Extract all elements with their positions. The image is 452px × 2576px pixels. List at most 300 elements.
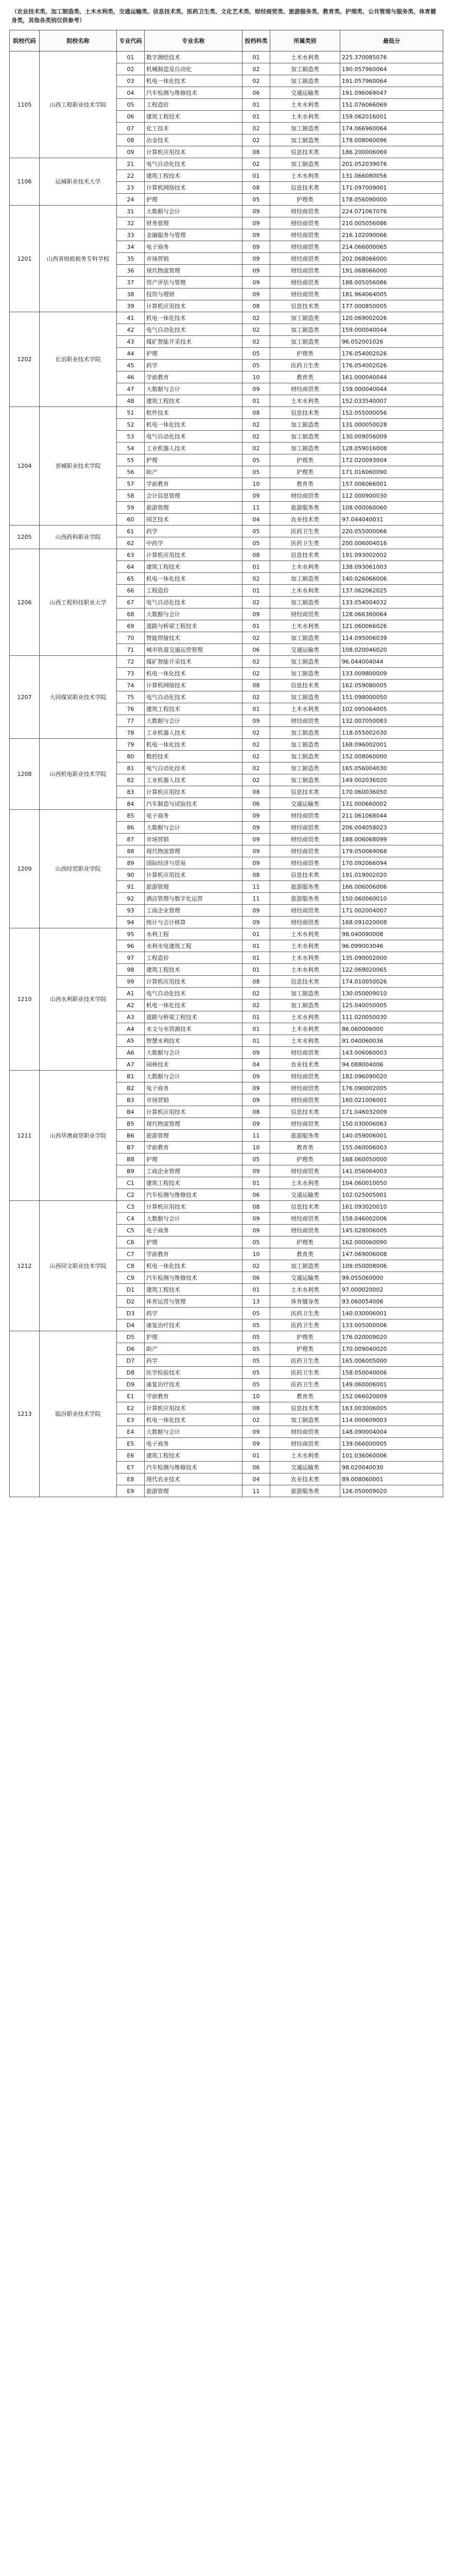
min-score-cell: 130.050009010: [340, 988, 443, 999]
header-school-name: 院校名称: [40, 30, 117, 52]
min-score-cell: 133.009800009: [340, 668, 443, 680]
subject-type-cell: 09: [242, 217, 270, 229]
subject-type-cell: 01: [242, 940, 270, 952]
admission-score-table: [9, 30, 443, 1497]
subject-type-cell: 08: [242, 976, 270, 988]
major-name-cell: 药学: [145, 1355, 242, 1367]
major-code-cell: 51: [117, 407, 145, 419]
min-score-cell: 98.040090008: [340, 928, 443, 940]
table-row: [10, 739, 443, 751]
category-cell: 加工制造类: [270, 751, 340, 762]
category-cell: 土木水利类: [270, 170, 340, 182]
major-name-cell: 护理: [145, 194, 242, 206]
subject-type-cell: 09: [242, 1165, 270, 1177]
major-code-cell: 05: [117, 99, 145, 111]
major-code-cell: 85: [117, 810, 145, 822]
subject-type-cell: 02: [242, 597, 270, 608]
subject-type-cell: 09: [242, 810, 270, 822]
major-name-cell: 大数据与会计: [145, 206, 242, 217]
major-name-cell: 机电一体化技术: [145, 739, 242, 751]
major-code-cell: 02: [117, 63, 145, 75]
subject-type-cell: 09: [242, 1094, 270, 1106]
major-code-cell: 21: [117, 158, 145, 170]
subject-type-cell: 04: [242, 1059, 270, 1071]
major-code-cell: E8: [117, 1473, 145, 1485]
table-row: [10, 928, 443, 940]
school-name-cell: 山西经贸职业学院: [40, 810, 117, 928]
subject-type-cell: 01: [242, 170, 270, 182]
major-code-cell: 54: [117, 443, 145, 454]
major-code-cell: A5: [117, 1035, 145, 1047]
school-name-cell: 运城职业技术大学: [40, 158, 117, 206]
subject-type-cell: 08: [242, 182, 270, 194]
min-score-cell: 141.056064003: [340, 1165, 443, 1177]
min-score-cell: 162.000060090: [340, 1236, 443, 1248]
major-name-cell: 机电一体化技术: [145, 668, 242, 680]
major-code-cell: 03: [117, 75, 145, 87]
major-name-cell: 汽车制造与试验技术: [145, 798, 242, 810]
category-cell: 加工制造类: [270, 668, 340, 680]
header-major-code: 专业代码: [117, 30, 145, 52]
major-code-cell: 04: [117, 87, 145, 99]
min-score-cell: 145.028006005: [340, 1225, 443, 1236]
min-score-cell: 96.052001026: [340, 336, 443, 348]
subject-type-cell: 10: [242, 478, 270, 490]
min-score-cell: 168.091020008: [340, 917, 443, 928]
major-name-cell: 数控技术: [145, 751, 242, 762]
major-name-cell: 酒店管理与数字化运营: [145, 893, 242, 905]
subject-type-cell: 09: [242, 241, 270, 253]
subject-type-cell: 02: [242, 123, 270, 134]
major-name-cell: 国际经济与贸易: [145, 857, 242, 869]
major-name-cell: 旅游管理: [145, 1130, 242, 1142]
min-score-cell: 176.054002026: [340, 348, 443, 360]
min-score-cell: 186.200006069: [340, 146, 443, 158]
subject-type-cell: 02: [242, 443, 270, 454]
subject-type-cell: 02: [242, 158, 270, 170]
min-score-cell: 201.052039076: [340, 158, 443, 170]
category-cell: 护理类: [270, 1236, 340, 1248]
school-code-cell: 1202: [10, 312, 40, 407]
major-name-cell: 数字测绘技术: [145, 52, 242, 63]
min-score-cell: 128.066360064: [340, 608, 443, 620]
category-cell: 财经商贸类: [270, 1047, 340, 1059]
major-name-cell: 工商企业管理: [145, 905, 242, 917]
major-code-cell: 42: [117, 324, 145, 336]
category-cell: 交通运输类: [270, 1189, 340, 1201]
major-code-cell: 67: [117, 597, 145, 608]
subject-type-cell: 02: [242, 774, 270, 786]
subject-type-cell: 05: [242, 1367, 270, 1379]
major-code-cell: 69: [117, 620, 145, 632]
subject-type-cell: 02: [242, 431, 270, 443]
min-score-cell: 190.057960064: [340, 63, 443, 75]
category-cell: 信息技术类: [270, 549, 340, 561]
major-name-cell: 工商企业管理: [145, 1165, 242, 1177]
min-score-cell: 86.060006000: [340, 1023, 443, 1035]
subject-type-cell: 10: [242, 1391, 270, 1402]
major-name-cell: 康复治疗技术: [145, 1379, 242, 1391]
subject-type-cell: 05: [242, 360, 270, 371]
category-cell: 教育类: [270, 371, 340, 383]
major-code-cell: C7: [117, 1248, 145, 1260]
major-name-cell: 工业机器人技术: [145, 727, 242, 739]
subject-type-cell: 01: [242, 928, 270, 940]
school-code-cell: 1213: [10, 1331, 40, 1497]
major-name-cell: 大数据与会计: [145, 1213, 242, 1225]
category-cell: 财经商贸类: [270, 1165, 340, 1177]
category-cell: 土木水利类: [270, 52, 340, 63]
major-code-cell: 65: [117, 573, 145, 585]
subject-type-cell: 08: [242, 1106, 270, 1118]
major-code-cell: 81: [117, 762, 145, 774]
subject-type-cell: 13: [242, 1296, 270, 1308]
category-cell: 信息技术类: [270, 976, 340, 988]
subject-type-cell: 05: [242, 526, 270, 537]
min-score-cell: 152.008060000: [340, 751, 443, 762]
min-score-cell: 102.025005001: [340, 1189, 443, 1201]
major-name-cell: 大数据与会计: [145, 383, 242, 395]
category-cell: 土木水利类: [270, 1284, 340, 1296]
table-row: [10, 1071, 443, 1082]
category-cell: 财经商贸类: [270, 241, 340, 253]
major-name-cell: 大数据与会计: [145, 608, 242, 620]
major-name-cell: 工业机器人技术: [145, 774, 242, 786]
major-name-cell: 学前教育: [145, 1142, 242, 1154]
subject-type-cell: 01: [242, 1177, 270, 1189]
category-cell: 旅游服务类: [270, 893, 340, 905]
min-score-cell: 152.033540007: [340, 395, 443, 407]
category-cell: 加工制造类: [270, 774, 340, 786]
major-name-cell: 水文与水资源技术: [145, 1023, 242, 1035]
major-name-cell: 机电一体化技术: [145, 1260, 242, 1272]
min-score-cell: 132.007050083: [340, 715, 443, 727]
table-row: [10, 656, 443, 668]
major-name-cell: 市场营销: [145, 1094, 242, 1106]
min-score-cell: 157.006066001: [340, 478, 443, 490]
min-score-cell: 172.020093004: [340, 454, 443, 466]
category-cell: 财经商贸类: [270, 1082, 340, 1094]
major-name-cell: 体育运营与管理: [145, 1296, 242, 1308]
category-cell: 交通运输类: [270, 1462, 340, 1473]
subject-type-cell: 02: [242, 1414, 270, 1426]
min-score-cell: 162.059080005: [340, 680, 443, 691]
subject-type-cell: 09: [242, 1225, 270, 1236]
min-score-cell: 140.030006001: [340, 1308, 443, 1319]
min-score-cell: 176.090002005: [340, 1082, 443, 1094]
major-code-cell: 61: [117, 526, 145, 537]
min-score-cell: 178.056090000: [340, 194, 443, 206]
major-code-cell: 60: [117, 514, 145, 526]
major-code-cell: 36: [117, 265, 145, 277]
major-code-cell: 63: [117, 549, 145, 561]
category-cell: 加工制造类: [270, 431, 340, 443]
category-cell: 财经商贸类: [270, 1213, 340, 1225]
major-code-cell: E3: [117, 1414, 145, 1426]
major-name-cell: 旅游管理: [145, 502, 242, 514]
major-name-cell: 药学: [145, 360, 242, 371]
major-code-cell: 06: [117, 111, 145, 123]
category-cell: 医药卫生类: [270, 1367, 340, 1379]
subject-type-cell: 02: [242, 656, 270, 668]
major-code-cell: 07: [117, 123, 145, 134]
category-cell: 护理类: [270, 1331, 340, 1343]
category-cell: 交通运输类: [270, 87, 340, 99]
major-code-cell: 08: [117, 134, 145, 146]
major-name-cell: 机电一体化技术: [145, 75, 242, 87]
major-code-cell: 90: [117, 869, 145, 881]
min-score-cell: 139.066000005: [340, 1438, 443, 1450]
major-name-cell: 电气自动化技术: [145, 431, 242, 443]
category-note: （农业技术类、加工制造类、土木水利类、交通运输类、信息技术类、医药卫生类、文化艺术类、财经商贸类、旅游服务类、教育类、护理类、公共管理与服务类、体育健身类，其他各类别仅供参考）: [11, 8, 436, 24]
category-cell: 医药卫生类: [270, 1308, 340, 1319]
major-name-cell: 现代物流管理: [145, 1118, 242, 1130]
subject-type-cell: 02: [242, 1260, 270, 1272]
min-score-cell: 225.370085076: [340, 52, 443, 63]
category-cell: 加工制造类: [270, 691, 340, 703]
school-name-cell: 临汾职业技术学院: [40, 1331, 117, 1497]
category-cell: 加工制造类: [270, 999, 340, 1011]
major-code-cell: B1: [117, 1071, 145, 1082]
major-name-cell: 工程造价: [145, 952, 242, 964]
major-code-cell: 82: [117, 774, 145, 786]
major-code-cell: C3: [117, 1201, 145, 1213]
major-name-cell: 康复治疗技术: [145, 1319, 242, 1331]
min-score-cell: 191.068066000: [340, 265, 443, 277]
category-cell: 信息技术类: [270, 300, 340, 312]
subject-type-cell: 02: [242, 75, 270, 87]
min-score-cell: 224.071067076: [340, 206, 443, 217]
min-score-cell: 148.090004004: [340, 1426, 443, 1438]
category-cell: 土木水利类: [270, 1035, 340, 1047]
category-cell: 财经商贸类: [270, 1225, 340, 1236]
school-code-cell: 1204: [10, 407, 40, 526]
subject-type-cell: 08: [242, 680, 270, 691]
major-name-cell: 药学: [145, 1308, 242, 1319]
category-cell: 财经商贸类: [270, 253, 340, 265]
major-code-cell: 57: [117, 478, 145, 490]
min-score-cell: 176.054002026: [340, 360, 443, 371]
category-cell: 医药卫生类: [270, 1379, 340, 1391]
major-code-cell: D5: [117, 1331, 145, 1343]
min-score-cell: 155.060006003: [340, 1142, 443, 1154]
major-name-cell: 智能焊接技术: [145, 632, 242, 644]
header-category: 所属类别: [270, 30, 340, 52]
major-code-cell: 75: [117, 691, 145, 703]
subject-type-cell: 02: [242, 727, 270, 739]
category-cell: 信息技术类: [270, 1402, 340, 1414]
major-code-cell: 80: [117, 751, 145, 762]
major-name-cell: 水利工程: [145, 928, 242, 940]
min-score-cell: 171.016060090: [340, 466, 443, 478]
major-name-cell: 工程造价: [145, 99, 242, 111]
min-score-cell: 94.088004006: [340, 1059, 443, 1071]
major-name-cell: 建筑工程技术: [145, 395, 242, 407]
major-name-cell: 建筑工程技术: [145, 170, 242, 182]
major-name-cell: 投资与理财: [145, 289, 242, 300]
min-score-cell: 168.060050000: [340, 1154, 443, 1165]
subject-type-cell: 08: [242, 786, 270, 798]
subject-type-cell: 06: [242, 798, 270, 810]
major-name-cell: 大数据与会计: [145, 1426, 242, 1438]
category-cell: 教育类: [270, 1391, 340, 1402]
subject-type-cell: 08: [242, 1201, 270, 1213]
min-score-cell: 176.020009020: [340, 1331, 443, 1343]
major-name-cell: 建筑工程技术: [145, 111, 242, 123]
major-name-cell: 电气自动化技术: [145, 597, 242, 608]
subject-type-cell: 01: [242, 99, 270, 111]
major-code-cell: 91: [117, 881, 145, 893]
major-name-cell: 园艺技术: [145, 514, 242, 526]
subject-type-cell: 01: [242, 1035, 270, 1047]
major-name-cell: 大数据与会计: [145, 1047, 242, 1059]
major-name-cell: 建筑工程技术: [145, 964, 242, 976]
category-cell: 医药卫生类: [270, 1319, 340, 1331]
category-cell: 财经商贸类: [270, 229, 340, 241]
table-row: [10, 526, 443, 537]
subject-type-cell: 09: [242, 1071, 270, 1082]
school-code-cell: 1106: [10, 158, 40, 206]
subject-type-cell: 02: [242, 324, 270, 336]
min-score-cell: 89.008060001: [340, 1473, 443, 1485]
category-cell: 加工制造类: [270, 762, 340, 774]
min-score-cell: 118.055002030: [340, 727, 443, 739]
major-name-cell: 机电一体化技术: [145, 312, 242, 324]
subject-type-cell: 05: [242, 1236, 270, 1248]
table-row: [10, 158, 443, 170]
major-name-cell: 煤矿智能开采技术: [145, 656, 242, 668]
category-cell: 财经商贸类: [270, 1438, 340, 1450]
school-code-cell: 1212: [10, 1201, 40, 1331]
major-name-cell: 金融服务与管理: [145, 229, 242, 241]
major-code-cell: 89: [117, 857, 145, 869]
major-name-cell: 煤矿智能开采技术: [145, 336, 242, 348]
school-name-cell: 山西工程科技职业大学: [40, 549, 117, 656]
major-code-cell: B7: [117, 1142, 145, 1154]
subject-type-cell: 09: [242, 206, 270, 217]
min-score-cell: 179.050069068: [340, 845, 443, 857]
major-name-cell: 电气自动化技术: [145, 988, 242, 999]
major-code-cell: C5: [117, 1225, 145, 1236]
min-score-cell: 202.068066000: [340, 253, 443, 265]
category-cell: 医药卫生类: [270, 526, 340, 537]
major-name-cell: 化工技术: [145, 123, 242, 134]
major-name-cell: 中药学: [145, 537, 242, 549]
min-score-cell: 140.059006001: [340, 1130, 443, 1142]
subject-type-cell: 01: [242, 952, 270, 964]
major-name-cell: 护理: [145, 348, 242, 360]
category-cell: 加工制造类: [270, 324, 340, 336]
category-cell: 护理类: [270, 1343, 340, 1355]
major-code-cell: B8: [117, 1154, 145, 1165]
min-score-cell: 150.060060010: [340, 893, 443, 905]
major-name-cell: 电气自动化技术: [145, 324, 242, 336]
min-score-cell: 93.060054006: [340, 1296, 443, 1308]
category-cell: 土木水利类: [270, 703, 340, 715]
subject-type-cell: 09: [242, 834, 270, 845]
min-score-cell: 161.000040044: [340, 371, 443, 383]
category-cell: 土木水利类: [270, 1177, 340, 1189]
min-score-cell: 112.000900030: [340, 490, 443, 502]
subject-type-cell: 01: [242, 1284, 270, 1296]
subject-type-cell: 09: [242, 608, 270, 620]
category-cell: 旅游服务类: [270, 502, 340, 514]
major-code-cell: 79: [117, 739, 145, 751]
major-name-cell: 大数据与会计: [145, 822, 242, 834]
subject-type-cell: 09: [242, 253, 270, 265]
category-cell: 加工制造类: [270, 988, 340, 999]
major-name-cell: 计算机应用技术: [145, 549, 242, 561]
major-name-cell: 学前教育: [145, 1391, 242, 1402]
major-code-cell: 95: [117, 928, 145, 940]
major-code-cell: 93: [117, 905, 145, 917]
major-code-cell: D9: [117, 1379, 145, 1391]
subject-type-cell: 09: [242, 1047, 270, 1059]
min-score-cell: 131.000660002: [340, 798, 443, 810]
category-cell: 医药卫生类: [270, 537, 340, 549]
category-cell: 财经商贸类: [270, 857, 340, 869]
major-code-cell: E5: [117, 1438, 145, 1450]
subject-type-cell: 02: [242, 668, 270, 680]
subject-type-cell: 04: [242, 514, 270, 526]
subject-type-cell: 09: [242, 277, 270, 289]
major-code-cell: A3: [117, 1011, 145, 1023]
major-name-cell: 汽车检测与维修技术: [145, 1272, 242, 1284]
category-cell: 财经商贸类: [270, 608, 340, 620]
subject-type-cell: 05: [242, 1343, 270, 1355]
min-score-cell: 91.040060036: [340, 1035, 443, 1047]
min-score-cell: 216.102090066: [340, 229, 443, 241]
major-code-cell: 84: [117, 798, 145, 810]
min-score-cell: 111.020050030: [340, 1011, 443, 1023]
category-cell: 旅游服务类: [270, 881, 340, 893]
min-score-cell: 182.096090020: [340, 1071, 443, 1082]
subject-type-cell: 09: [242, 1082, 270, 1094]
subject-type-cell: 08: [242, 549, 270, 561]
subject-type-cell: 05: [242, 194, 270, 206]
subject-type-cell: 02: [242, 739, 270, 751]
table-row: [10, 52, 443, 63]
major-code-cell: 76: [117, 703, 145, 715]
category-cell: 土木水利类: [270, 395, 340, 407]
subject-type-cell: 01: [242, 52, 270, 63]
subject-type-cell: 05: [242, 1379, 270, 1391]
min-score-cell: 133.005000006: [340, 1319, 443, 1331]
category-cell: 加工制造类: [270, 727, 340, 739]
min-score-cell: 214.066000065: [340, 241, 443, 253]
subject-type-cell: 01: [242, 561, 270, 573]
major-name-cell: 汽车检测与维修技术: [145, 1189, 242, 1201]
min-score-cell: 143.006060003: [340, 1047, 443, 1059]
major-code-cell: 37: [117, 277, 145, 289]
category-cell: 土木水利类: [270, 1023, 340, 1035]
major-name-cell: 工业机器人技术: [145, 443, 242, 454]
category-cell: 护理类: [270, 1154, 340, 1165]
major-name-cell: 助产: [145, 466, 242, 478]
school-code-cell: 1105: [10, 52, 40, 158]
subject-type-cell: 09: [242, 857, 270, 869]
category-cell: 加工制造类: [270, 656, 340, 668]
major-name-cell: 机电一体化技术: [145, 573, 242, 585]
min-score-cell: 104.060010050: [340, 1177, 443, 1189]
major-code-cell: D6: [117, 1343, 145, 1355]
subject-type-cell: 09: [242, 265, 270, 277]
major-code-cell: C2: [117, 1189, 145, 1201]
table-row: [10, 1201, 443, 1213]
min-score-cell: 191.096069047: [340, 87, 443, 99]
major-code-cell: 59: [117, 502, 145, 514]
subject-type-cell: 05: [242, 1154, 270, 1165]
